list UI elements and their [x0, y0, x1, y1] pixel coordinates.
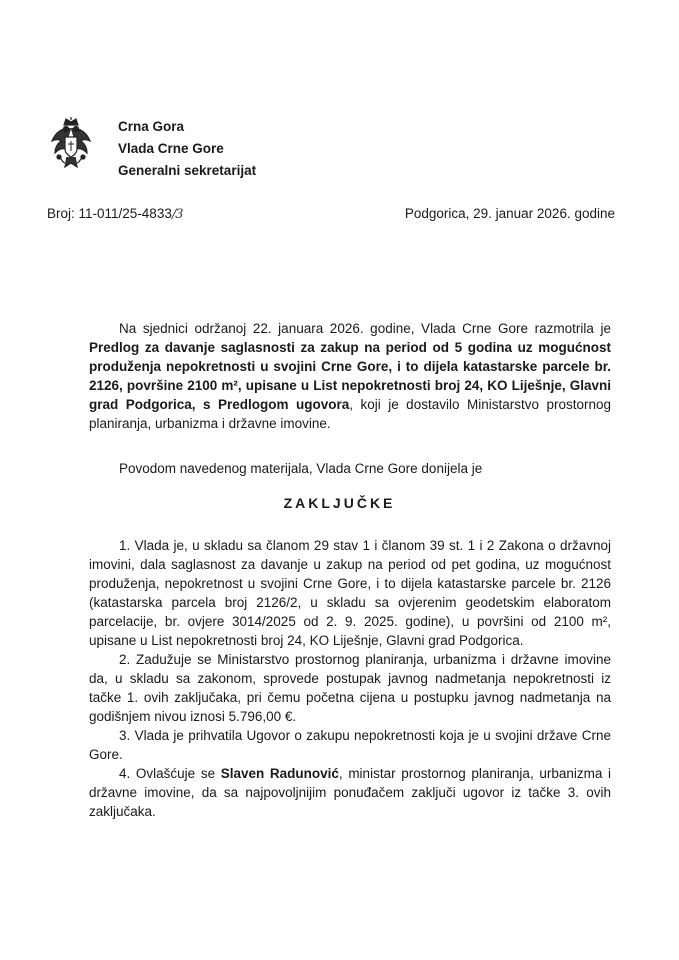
minister-name: Slaven Radunović — [220, 766, 339, 781]
montenegro-coat-of-arms-icon — [50, 117, 92, 175]
reference-number — [47, 206, 183, 222]
org-secretariat: Generalni sekretarijat — [118, 163, 257, 178]
reference-number-handwritten: /3 — [171, 207, 183, 222]
conclusion-item-4 — [89, 764, 611, 821]
place-and-date: Podgorica, 29. januar 2026. godine — [404, 206, 615, 221]
org-country: Crna Gora — [118, 119, 185, 134]
conclusion-item-1: 1. Vlada je, u skladu sa članom 29 stav 1 i članom 39 st. 1 i 2 Zakona o državnoj imovini, dala saglasnost za davanje u zakup na period od pet godina, uz mogućnost produženja, nepokretnost u svojini Crne Gore, i to dijela katastarske parcele br. 2126 (katastarska parcela broj 2126/2, u skladu sa ovjerenim geodetskim elaboratom parcelacije, br. ovjere 3014/2025 od 2. 9. 2025. godine), u površini od 2100 m², upisane u List nepokretnosti broj 24, KO Liješnje, Glavni grad Podgorica. — [89, 538, 611, 648]
org-government: Vlada Crne Gore — [118, 141, 224, 156]
lead-paragraph: Povodom navedenog materijala, Vlada Crne Gore donijela je — [119, 461, 483, 476]
conclusions-heading: ZAKLJUČKE — [283, 495, 396, 511]
intro-text-2: , koji je dostavilo Ministarstvo prostornog planiranja, urbanizma i državne imovine. — [89, 397, 611, 431]
conclusion-item-2: 2. Zadužuje se Ministarstvo prostornog planiranja, urbanizma i državne imovine da, u skladu sa zakonom, sprovede postupak javnog nadmetanja nepokretnosti iz tačke 1. ovih zaključaka, pri čemu početna cijena u postupku javnog nadmetanja na godišnjem nivou iznosi 5.796,00 €. — [89, 652, 611, 724]
conclusion-item-4-post: , ministar prostornog planiranja, urbanizma i državne imovine, da sa najpovoljnijim ponuđačem zaključi ugovor iz tačke 3. ovih zaključaka. — [89, 766, 612, 819]
proposal-title: Predlog za davanje saglasnosti za zakup na period od 5 godina uz mogućnost produženja nepokretnosti u svojini Crne Gore, i to dijela katastarske parcele br. 2126, površine 2100 m², upisane u List nepokretnosti broj 24, KO Liješnje, Glavni grad Podgorica, s Predlogom ugovora — [89, 340, 611, 412]
conclusions-list — [89, 536, 611, 821]
issuing-organization — [118, 116, 256, 182]
reference-number-printed: Broj: 11-011/25-4833 — [47, 206, 172, 221]
conclusion-item-3: 3. Vlada je prihvatila Ugovor o zakupu nepokretnosti koja je u svojini države Crne Gore. — [89, 728, 611, 762]
conclusion-item-4-pre: 4. Ovlašćuje se — [119, 766, 221, 781]
intro-text-1: Na sjednici održanoj 22. januara 2026. godine, Vlada Crne Gore razmotrila je — [119, 321, 611, 336]
intro-paragraph — [89, 319, 611, 433]
